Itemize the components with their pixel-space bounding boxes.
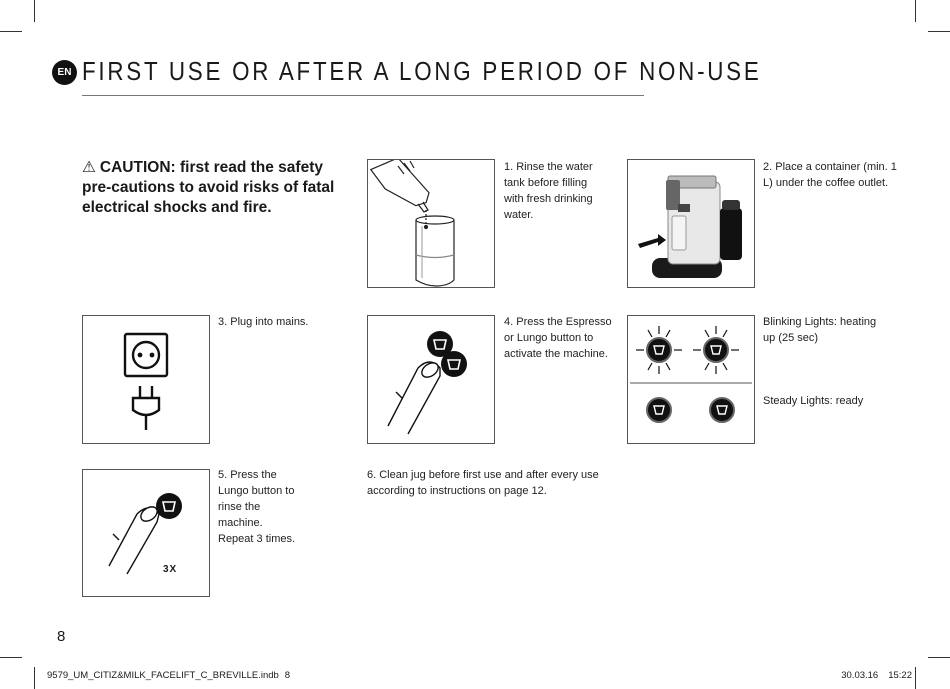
crop-mark [915, 0, 916, 22]
caution-text: CAUTION: first read the safety pre-cautions to avoid risks of fatal electrical shocks and fire. [82, 159, 335, 216]
crop-mark [0, 31, 22, 32]
repeat-badge: 3X [163, 564, 178, 575]
step-2-illustration [627, 159, 755, 288]
water-bottle-pour-icon [368, 160, 494, 287]
crop-mark [928, 31, 950, 32]
title-divider [82, 95, 644, 96]
footer-timestamp [841, 670, 912, 681]
crop-mark [34, 0, 35, 22]
step-2-text: 2. Place a container (min. 1 L) under the coffee outlet. [763, 161, 897, 189]
lights-illustration [627, 315, 755, 444]
crop-mark [0, 657, 22, 658]
finger-press-lungo-icon [83, 470, 209, 596]
page-number: 8 [57, 628, 66, 645]
caution-notice [82, 158, 352, 218]
crop-mark [915, 667, 916, 689]
finger-press-button-icon [368, 316, 494, 443]
warning-triangle-icon: ⚠ [82, 159, 96, 176]
coffee-machine-icon [628, 160, 754, 287]
step-3-text: 3. Plug into mains. [218, 316, 309, 328]
crop-mark [34, 667, 35, 689]
status-lights-icon [628, 316, 754, 443]
footer-date: 30.03.16 [841, 670, 879, 681]
step-1-illustration [367, 159, 495, 288]
step-4-text: 4. Press the Espresso or Lungo button to activate the machine. [504, 316, 612, 360]
steady-lights-text: Steady Lights: ready [763, 395, 864, 407]
step-6-text: 6. Clean jug before first use and after every use according to instructions on page 12. [367, 469, 599, 497]
footer-time: 15:22 [888, 670, 912, 681]
crop-mark [928, 657, 950, 658]
step-4-illustration [367, 315, 495, 444]
page-header [52, 56, 762, 96]
step-5-illustration [82, 469, 210, 597]
step-5-text: 5. Press the Lungo button to rinse the machine. Repeat 3 times. [218, 469, 296, 545]
step-1-text: 1. Rinse the water tank before filling with fresh drinking water. [504, 161, 593, 221]
blinking-lights-text: Blinking Lights: heating up (25 sec) [763, 316, 877, 344]
footer-file-info [47, 670, 290, 681]
power-plug-icon [83, 316, 209, 443]
page-title: FIRST USE OR AFTER A LONG PERIOD OF NON-USE [82, 56, 762, 86]
footer-page: 8 [284, 670, 291, 681]
language-badge: EN [52, 60, 77, 85]
footer-file-name: 9579_UM_CITIZ&MILK_FACELIFT_C_BREVILLE.indb [47, 670, 279, 681]
step-3-illustration [82, 315, 210, 444]
